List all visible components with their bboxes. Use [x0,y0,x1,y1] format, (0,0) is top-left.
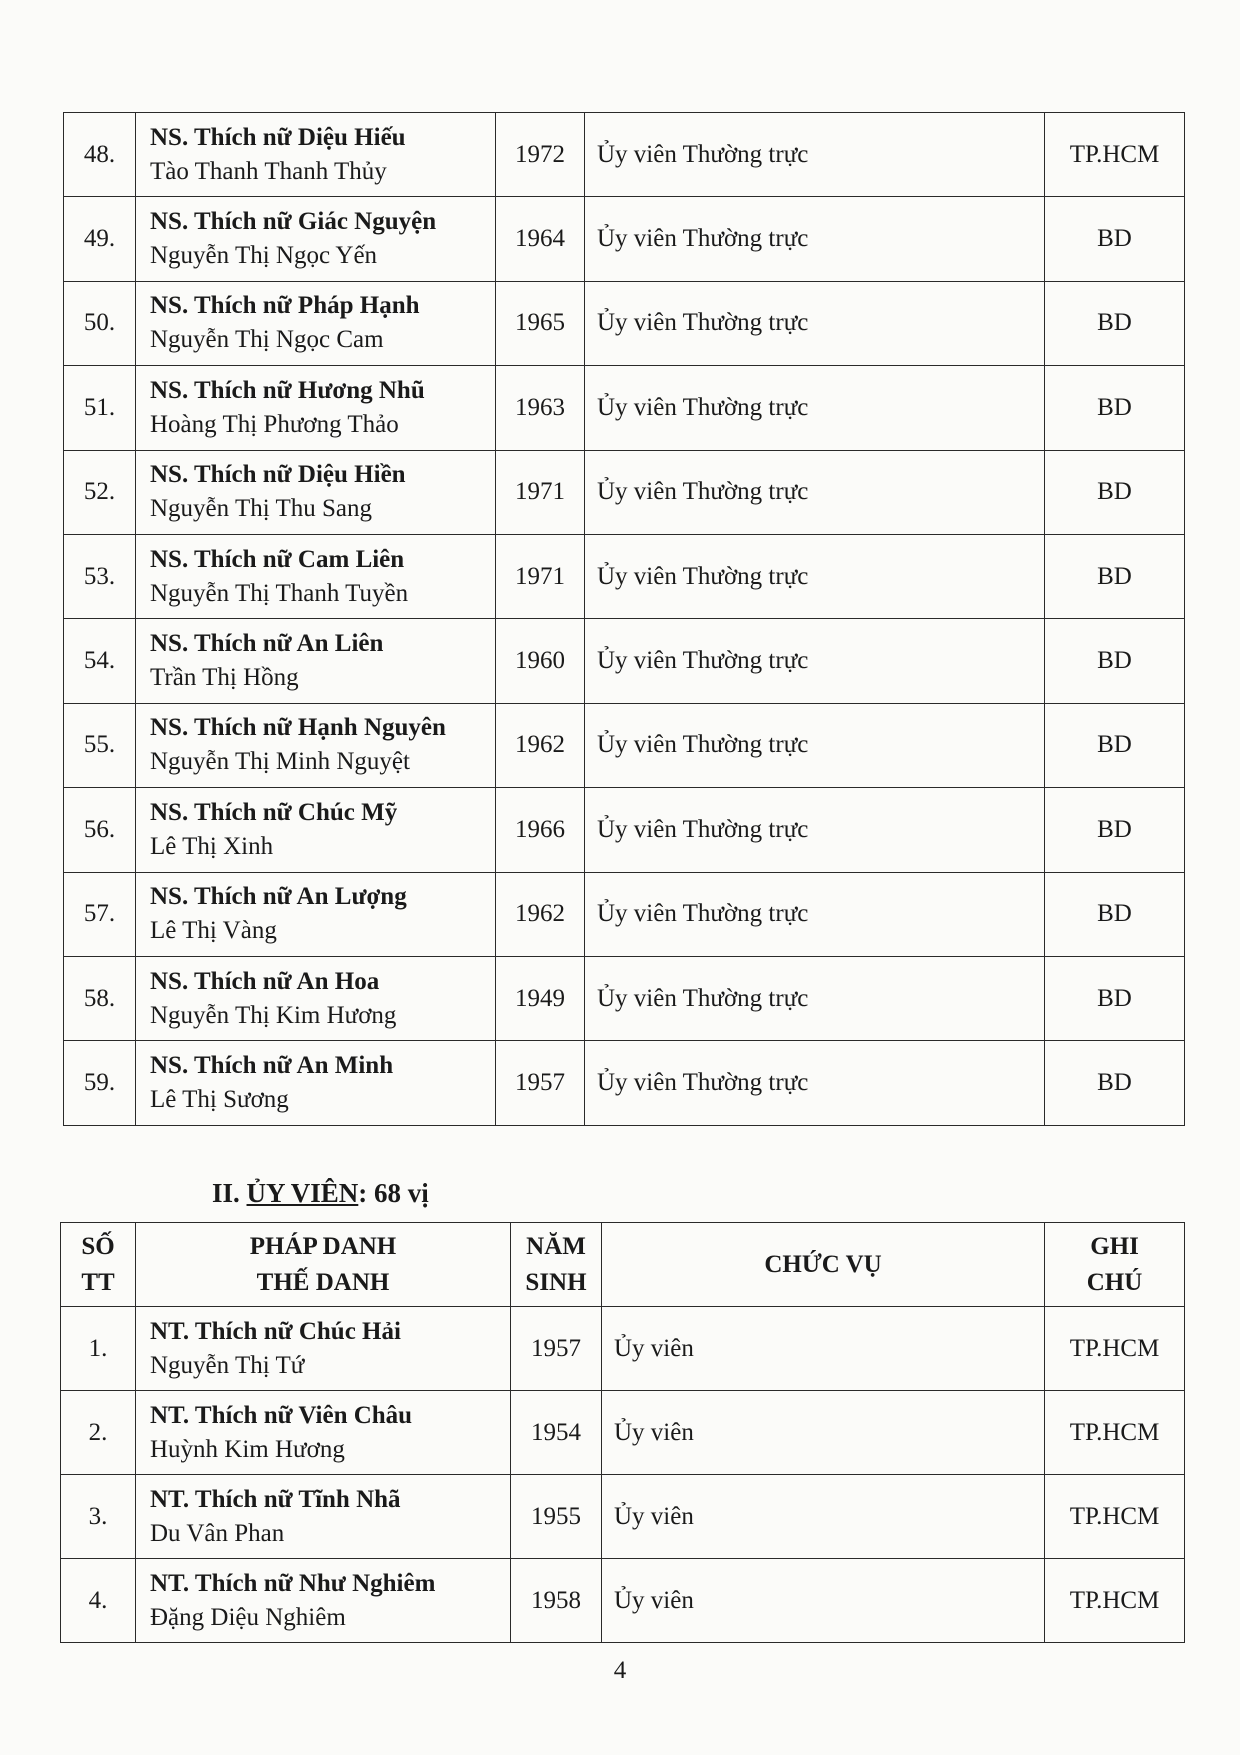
birth-year: 1957 [496,1041,585,1125]
secular-name: Huỳnh Kim Hương [150,1435,345,1463]
secular-name: Nguyễn Thị Tứ [150,1351,305,1379]
section-title: ỦY VIÊN [246,1178,359,1208]
secular-name: Lê Thị Xinh [150,832,274,860]
note: BD [1045,534,1185,618]
position: Ủy viên Thường trực [585,703,1045,787]
header-note-line2: CHÚ [1086,1268,1143,1296]
table-row [61,1307,1185,1391]
dharma-name: NS. Thích nữ Diệu Hiếu [150,123,406,151]
dharma-name: NS. Thích nữ Cam Liên [150,545,405,573]
name-cell [136,1307,511,1391]
birth-year: 1971 [496,450,585,534]
birth-year: 1954 [511,1391,602,1475]
name-cell [136,1391,511,1475]
row-number: 3. [61,1475,136,1559]
standing-members-table [63,112,1185,1126]
secular-name: Đặng Diệu Nghiêm [150,1603,346,1631]
header-name-line2: THẾ DANH [256,1268,390,1296]
secular-name: Trần Thị Hồng [150,664,299,692]
birth-year: 1972 [496,113,585,197]
position: Ủy viên Thường trực [585,450,1045,534]
birth-year: 1963 [496,366,585,450]
secular-name: Nguyễn Thị Minh Nguyệt [150,748,410,776]
header-note-line1: GHI [1090,1232,1139,1260]
note: BD [1045,788,1185,872]
name-cell [136,619,496,703]
birth-year: 1966 [496,788,585,872]
name-cell [136,534,496,618]
position: Ủy viên Thường trực [585,956,1045,1040]
row-number: 58. [64,956,136,1040]
name-cell [136,450,496,534]
header-stt-line1: SỐ [81,1232,115,1260]
dharma-name: NS. Thích nữ An Hoa [150,967,380,995]
note: BD [1045,281,1185,365]
secular-name: Nguyễn Thị Thu Sang [150,495,372,523]
header-stt [61,1223,136,1307]
header-note [1045,1223,1185,1307]
table-row [64,619,1185,703]
position: Ủy viên [602,1307,1045,1391]
dharma-name: NS. Thích nữ Hạnh Nguyên [150,714,446,742]
name-cell [136,1559,511,1643]
row-number: 56. [64,788,136,872]
note: TP.HCM [1045,1307,1185,1391]
members-table [60,1222,1185,1643]
birth-year: 1957 [511,1307,602,1391]
birth-year: 1960 [496,619,585,703]
name-cell [136,197,496,281]
position: Ủy viên [602,1559,1045,1643]
position: Ủy viên Thường trực [585,366,1045,450]
note: BD [1045,197,1185,281]
table-row [61,1475,1185,1559]
secular-name: Tào Thanh Thanh Thủy [150,157,387,185]
name-cell [136,366,496,450]
birth-year: 1971 [496,534,585,618]
secular-name: Lê Thị Sương [150,1085,289,1113]
table-row [64,113,1185,197]
row-number: 1. [61,1307,136,1391]
header-name-line1: PHÁP DANH [249,1232,397,1260]
dharma-name: NS. Thích nữ An Minh [150,1051,394,1079]
row-number: 2. [61,1391,136,1475]
header-role: CHỨC VỤ [602,1223,1045,1307]
section-heading [212,1178,429,1209]
table-row [64,281,1185,365]
page-number: 4 [613,1657,627,1684]
table-row [64,366,1185,450]
table-row [64,872,1185,956]
dharma-name: NS. Thích nữ An Liên [150,630,384,658]
dharma-name: NT. Thích nữ Tĩnh Nhã [150,1485,401,1513]
dharma-name: NS. Thích nữ Hương Nhũ [150,376,425,404]
dharma-name: NS. Thích nữ Diệu Hiền [150,461,406,489]
table-row [64,1041,1185,1125]
position: Ủy viên Thường trực [585,281,1045,365]
dharma-name: NS. Thích nữ Pháp Hạnh [150,292,420,320]
note: BD [1045,450,1185,534]
dharma-name: NS. Thích nữ Chúc Mỹ [150,798,398,826]
name-cell [136,1041,496,1125]
position: Ủy viên Thường trực [585,1041,1045,1125]
name-cell [136,281,496,365]
position: Ủy viên [602,1475,1045,1559]
header-stt-line2: TT [81,1268,115,1296]
position: Ủy viên Thường trực [585,534,1045,618]
table-row [64,788,1185,872]
name-cell [136,113,496,197]
birth-year: 1962 [496,872,585,956]
note: TP.HCM [1045,1391,1185,1475]
secular-name: Nguyễn Thị Thanh Tuyền [150,579,409,607]
row-number: 51. [64,366,136,450]
table-row [64,534,1185,618]
note: BD [1045,619,1185,703]
dharma-name: NT. Thích nữ Chúc Hải [150,1317,401,1345]
dharma-name: NT. Thích nữ Như Nghiêm [150,1569,436,1597]
position: Ủy viên [602,1391,1045,1475]
birth-year: 1958 [511,1559,602,1643]
note: BD [1045,956,1185,1040]
row-number: 53. [64,534,136,618]
secular-name: Nguyễn Thị Ngọc Yến [150,242,378,270]
note: BD [1045,703,1185,787]
dharma-name: NS. Thích nữ Giác Nguyện [150,208,437,236]
table-row [61,1559,1185,1643]
note: TP.HCM [1045,1475,1185,1559]
table-row [64,956,1185,1040]
table-header-row [61,1223,1185,1307]
note: TP.HCM [1045,1559,1185,1643]
table-row [64,197,1185,281]
note: TP.HCM [1045,113,1185,197]
secular-name: Lê Thị Vàng [150,917,277,945]
row-number: 57. [64,872,136,956]
row-number: 49. [64,197,136,281]
birth-year: 1962 [496,703,585,787]
name-cell [136,1475,511,1559]
note: BD [1045,366,1185,450]
header-name [136,1223,511,1307]
table-row [64,450,1185,534]
row-number: 52. [64,450,136,534]
secular-name: Du Vân Phan [150,1519,285,1547]
header-year-line2: SINH [525,1268,587,1296]
section-count: : 68 vị [358,1178,429,1208]
secular-name: Hoàng Thị Phương Thảo [150,410,399,438]
header-year [511,1223,602,1307]
secular-name: Nguyễn Thị Ngọc Cam [150,326,384,354]
birth-year: 1965 [496,281,585,365]
name-cell [136,788,496,872]
name-cell [136,956,496,1040]
row-number: 50. [64,281,136,365]
note: BD [1045,1041,1185,1125]
dharma-name: NS. Thích nữ An Lượng [150,883,407,911]
note: BD [1045,872,1185,956]
dharma-name: NT. Thích nữ Viên Châu [150,1401,413,1429]
row-number: 59. [64,1041,136,1125]
position: Ủy viên Thường trực [585,197,1045,281]
row-number: 48. [64,113,136,197]
row-number: 4. [61,1559,136,1643]
section-prefix: II. [212,1178,247,1208]
header-year-line1: NĂM [526,1232,586,1260]
position: Ủy viên Thường trực [585,872,1045,956]
secular-name: Nguyễn Thị Kim Hương [150,1001,397,1029]
birth-year: 1955 [511,1475,602,1559]
row-number: 55. [64,703,136,787]
table-row [64,703,1185,787]
position: Ủy viên Thường trực [585,619,1045,703]
table-row [61,1391,1185,1475]
position: Ủy viên Thường trực [585,788,1045,872]
name-cell [136,703,496,787]
name-cell [136,872,496,956]
row-number: 54. [64,619,136,703]
birth-year: 1964 [496,197,585,281]
birth-year: 1949 [496,956,585,1040]
position: Ủy viên Thường trực [585,113,1045,197]
